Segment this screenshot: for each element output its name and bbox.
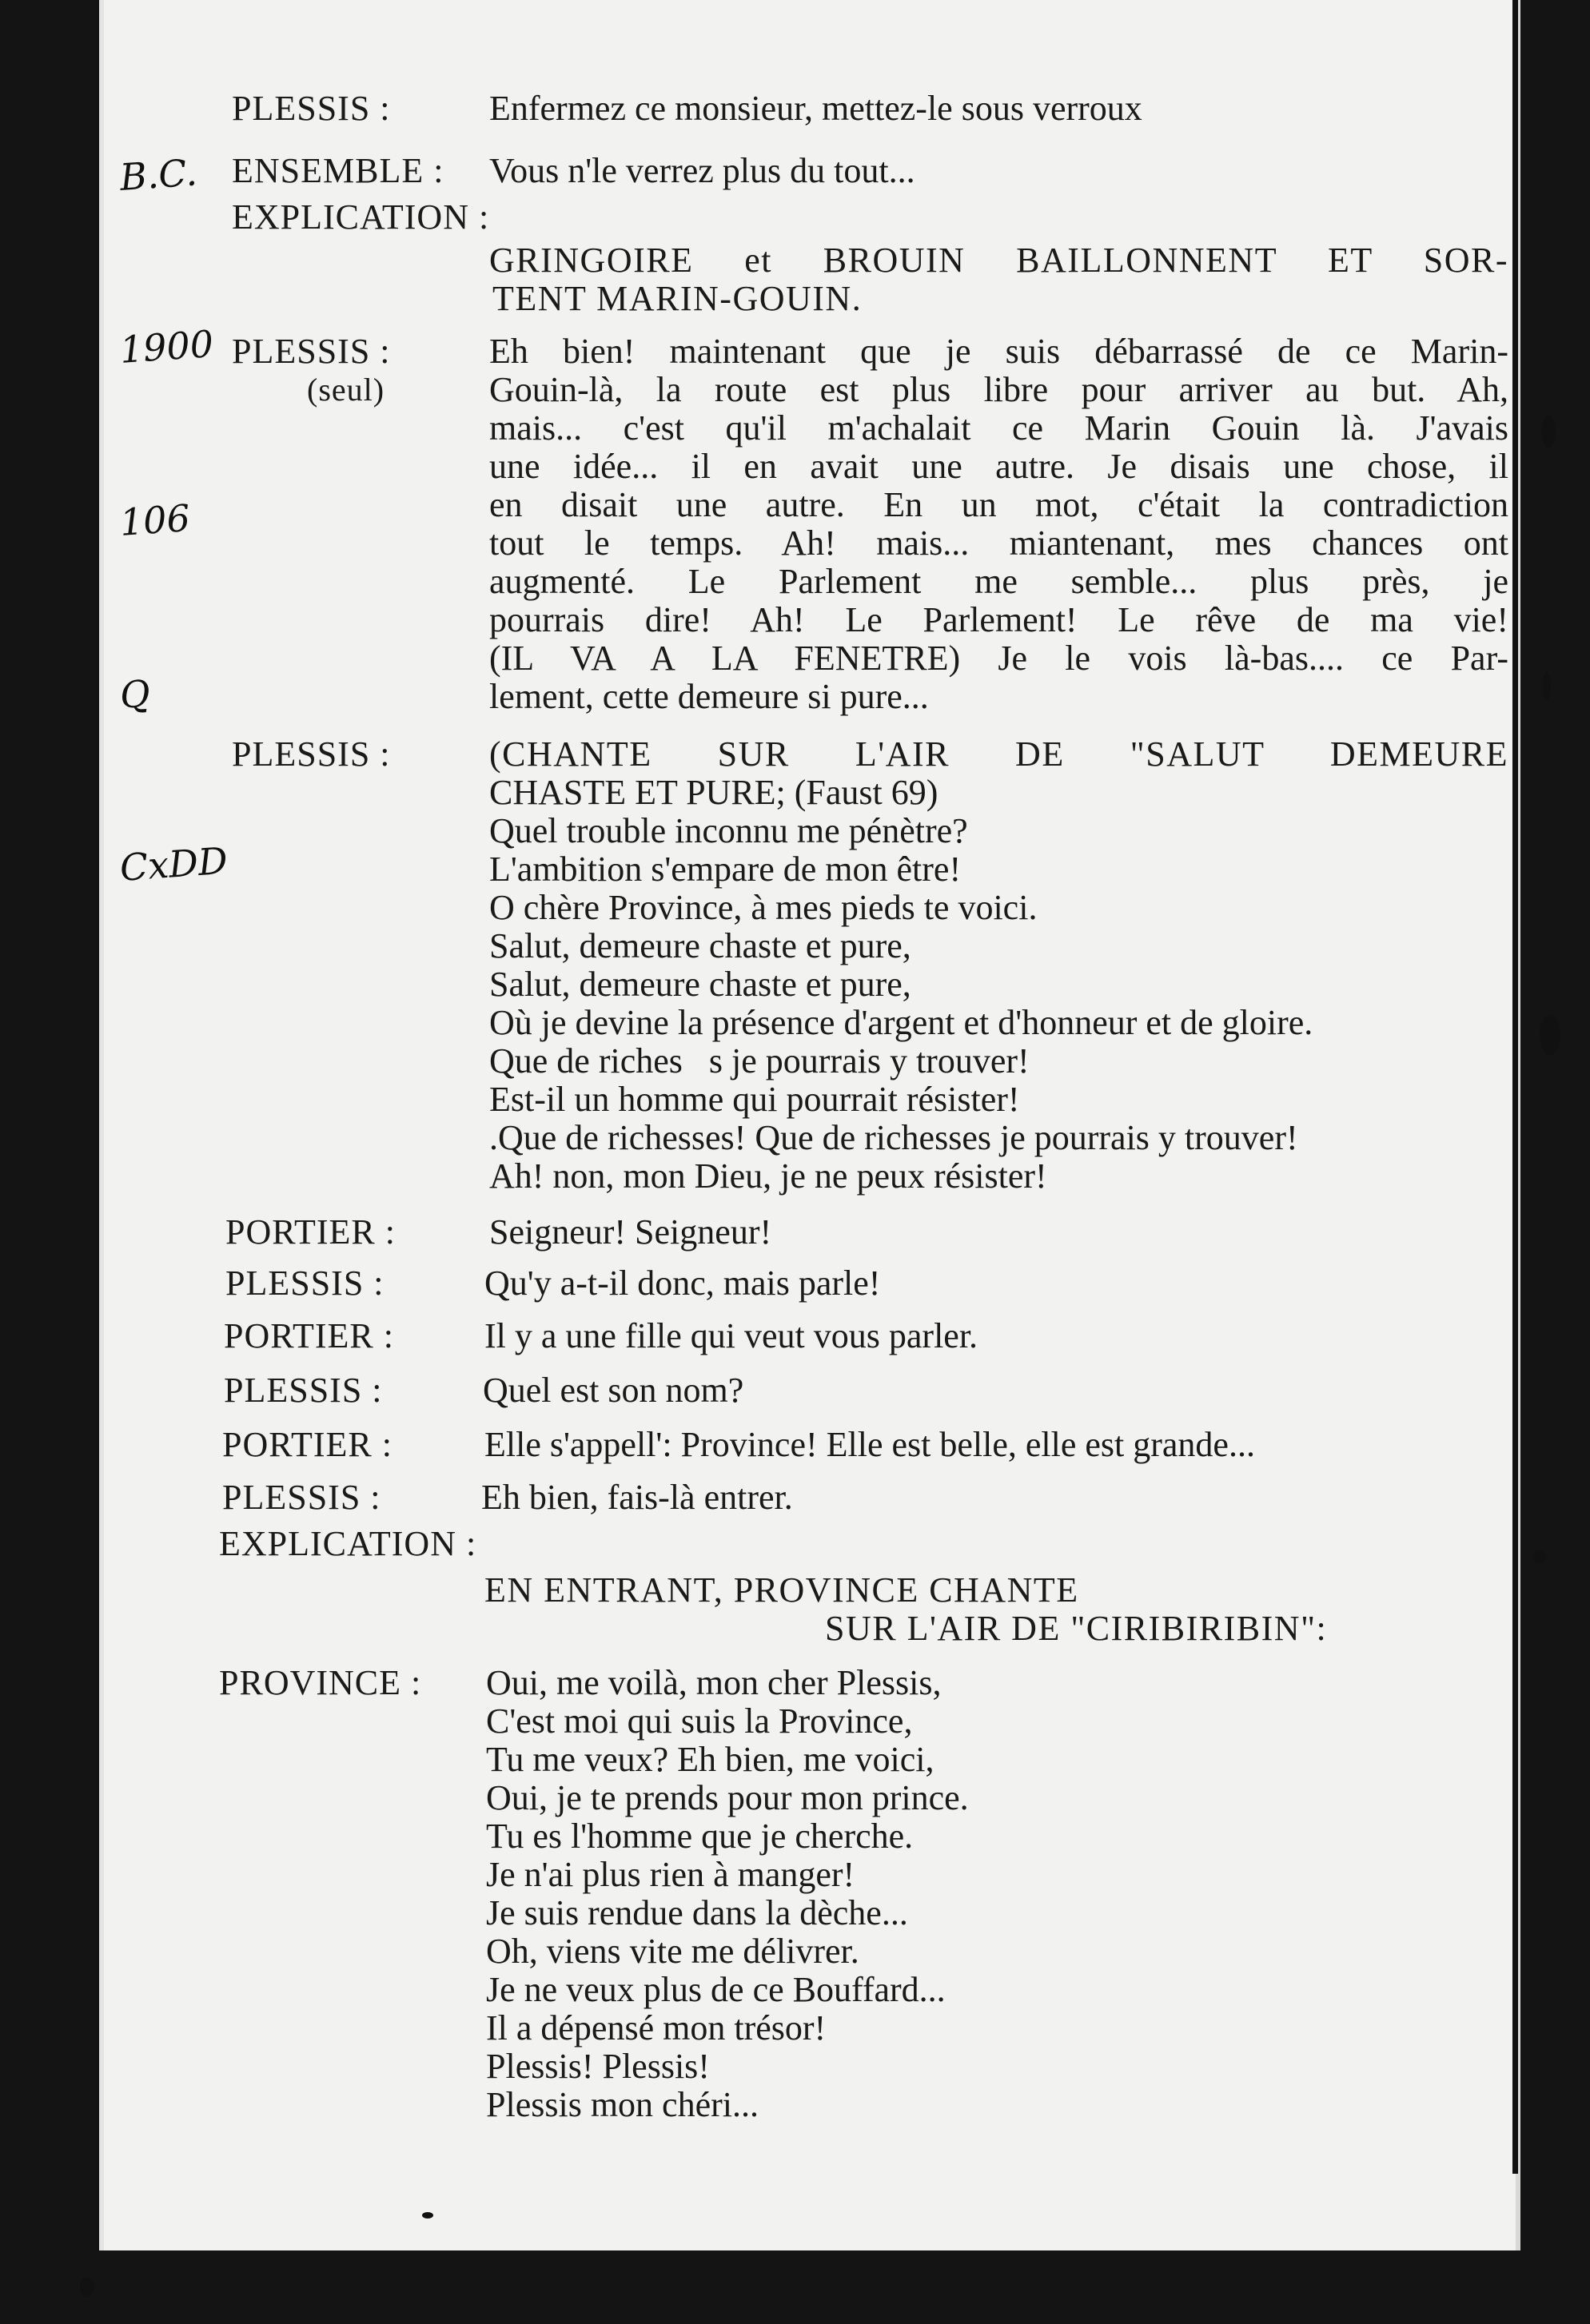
lyric-line: Oui, me voilà, mon cher Plessis, <box>486 1663 942 1702</box>
margin-note-line: CxDD <box>118 838 229 889</box>
dialogue-line: tout le temps. Ah! mais... miantenant, mes chances ont <box>489 523 1508 563</box>
lyric-line: Salut, demeure chaste et pure, <box>489 965 911 1004</box>
lyric-line: O chère Province, à mes pieds te voici. <box>489 888 1038 927</box>
speaker-name: PLESSIS : <box>222 1478 381 1517</box>
dialogue-line: lement, cette demeure si pure... <box>489 677 929 716</box>
speaker-qualifier: (seul) <box>307 372 385 408</box>
dialogue-line: Il y a une fille qui veut vous parler. <box>484 1316 978 1355</box>
dialogue-line: pourrais dire! Ah! Le Parlement! Le rêve de ma vie! <box>489 600 1508 639</box>
lyric-line: Est-il un homme qui pourrait résister! <box>489 1080 1020 1119</box>
direction-line: GRINGOIRE et BROUIN BAILLONNENT ET SOR- <box>489 241 1508 280</box>
margin-note-line: 1900 <box>118 321 215 372</box>
lyric-line: Salut, demeure chaste et pure, <box>489 926 911 965</box>
lyric-line: Quel trouble inconnu me pénètre? <box>489 811 968 850</box>
lyric-line: Je ne veux plus de ce Bouffard... <box>486 1970 946 2009</box>
lyric-line: C'est moi qui suis la Province, <box>486 1701 913 1741</box>
dialogue-line: (IL VA A LA FENETRE) Je le vois là-bas.... ce Par- <box>489 639 1508 678</box>
speaker-name: PLESSIS : <box>232 89 391 128</box>
margin-note-line: B.C. <box>118 150 199 199</box>
lyric-line: L'ambition s'empare de mon être! <box>489 850 962 889</box>
lyric-line: Plessis mon chéri... <box>486 2085 759 2124</box>
speaker-name: PORTIER : <box>224 1316 394 1355</box>
direction-line: TENT MARIN-GOUIN. <box>492 279 863 318</box>
lyric-line: Tu es l'homme que je cherche. <box>486 1817 914 1856</box>
speaker-name: PLESSIS : <box>232 332 391 371</box>
lyric-line: Je n'ai plus rien à manger! <box>486 1855 855 1894</box>
dialogue-line: Gouin-là, la route est plus libre pour arriver au but. Ah, <box>489 370 1508 409</box>
dialogue-line: Vous n'le verrez plus du tout... <box>489 151 915 190</box>
margin-note-line: Q <box>118 671 152 717</box>
lyric-line: Oh, viens vite me délivrer. <box>486 1932 859 1971</box>
dialogue-line: Quel est son nom? <box>483 1371 744 1410</box>
speaker-name: PORTIER : <box>222 1425 393 1464</box>
dialogue-line: Elle s'appell': Province! Elle est belle, elle est grande... <box>484 1425 1255 1464</box>
lyric-line: Tu me veux? Eh bien, me voici, <box>486 1740 934 1779</box>
direction-line: SUR L'AIR DE "CIRIBIRIBIN": <box>825 1609 1328 1648</box>
lyric-line: .Que de richesses! Que de richesses je pourrais y trouver! <box>489 1118 1298 1157</box>
speaker-name: EXPLICATION : <box>219 1524 477 1563</box>
direction-line: EN ENTRANT, PROVINCE CHANTE <box>484 1570 1079 1610</box>
dialogue-line: en disait une autre. En un mot, c'était la contradiction <box>489 485 1508 524</box>
lyric-line: Où je devine la présence d'argent et d'honneur et de gloire. <box>489 1003 1313 1042</box>
dialogue-line: Eh bien! maintenant que je suis débarrassé de ce Marin- <box>489 332 1508 371</box>
lyric-line: Je suis rendue dans la dèche... <box>486 1893 908 1932</box>
song-direction-line: CHASTE ET PURE; (Faust 69) <box>489 773 938 812</box>
ink-speck <box>422 2212 433 2219</box>
dialogue-line: mais... c'est qu'il m'achalait ce Marin Gouin là. J'avais <box>489 408 1508 448</box>
speaker-name: ENSEMBLE : <box>232 151 444 190</box>
lyric-line: Il a dépensé mon trésor! <box>486 2008 827 2047</box>
lyric-line: Oui, je te prends pour mon prince. <box>486 1778 969 1817</box>
speaker-name: PROVINCE : <box>219 1663 422 1702</box>
margin-note-line: 106 <box>118 495 192 544</box>
speaker-name: PLESSIS : <box>224 1371 383 1410</box>
lyric-line: Ah! non, mon Dieu, je ne peux résister! <box>489 1156 1047 1196</box>
dialogue-line: Seigneur! Seigneur! <box>489 1212 772 1252</box>
ink-speck <box>1543 671 1551 700</box>
lyric-line: Que de riches s je pourrais y trouver! <box>489 1041 1030 1080</box>
ink-speck <box>1533 1550 1546 1563</box>
ink-speck <box>1541 416 1556 448</box>
speaker-name: EXPLICATION : <box>232 197 490 237</box>
dialogue-line: Eh bien, fais-là entrer. <box>481 1478 793 1517</box>
dialogue-line: une idée... il en avait une autre. Je disais une chose, il <box>489 447 1508 486</box>
song-direction-line: (CHANTE SUR L'AIR DE "SALUT DEMEURE <box>489 734 1508 774</box>
speaker-name: PLESSIS : <box>232 734 391 774</box>
dialogue-line: augmenté. Le Parlement me semble... plus près, je <box>489 562 1508 601</box>
lyric-line: Plessis! Plessis! <box>486 2047 710 2086</box>
dialogue-line: Qu'y a-t-il donc, mais parle! <box>484 1263 881 1303</box>
speaker-name: PLESSIS : <box>225 1263 385 1303</box>
dialogue-line: Enfermez ce monsieur, mettez-le sous verroux <box>489 89 1142 128</box>
speaker-name: PORTIER : <box>225 1212 396 1252</box>
ink-speck <box>1540 1015 1560 1055</box>
ink-speck <box>80 2278 94 2297</box>
